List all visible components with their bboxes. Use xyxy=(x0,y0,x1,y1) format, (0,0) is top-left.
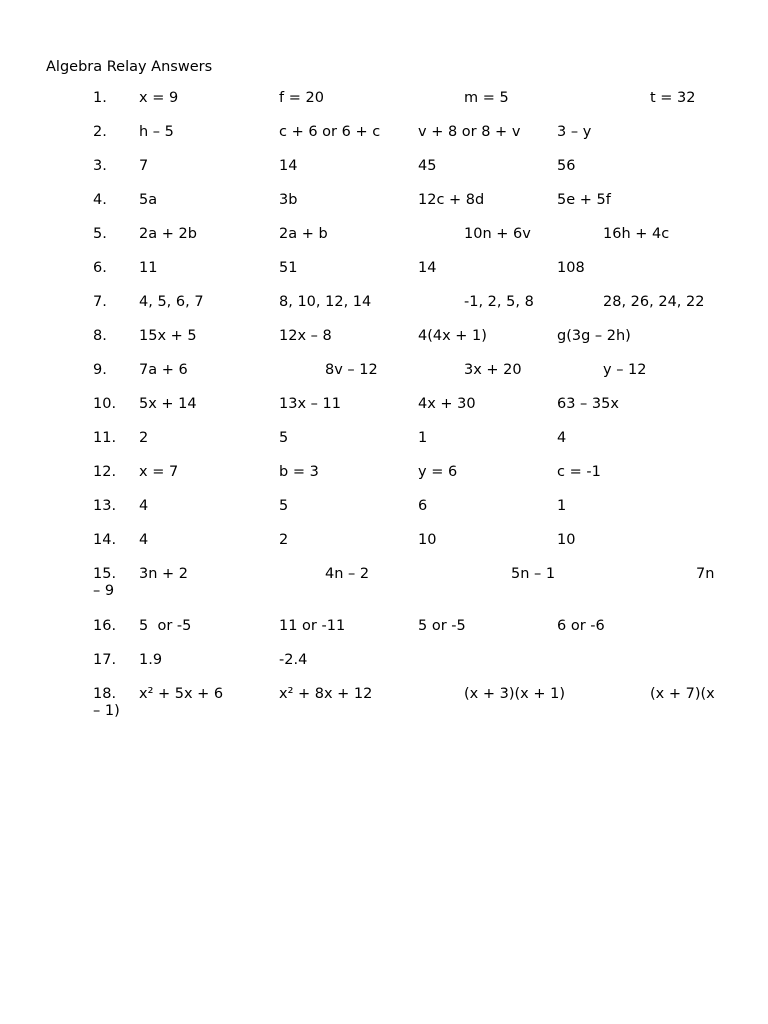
answer-cell: c = -1 xyxy=(557,464,601,480)
answer-cell: -1, 2, 5, 8 xyxy=(464,294,534,310)
problem-number: 10. xyxy=(93,396,117,412)
answer-row xyxy=(0,428,768,448)
answer-cell: c + 6 or 6 + c xyxy=(279,124,381,140)
answer-cell: 5a xyxy=(139,192,158,208)
answer-cell: 56 xyxy=(557,158,576,174)
answer-row xyxy=(0,190,768,210)
answer-cell: 63 – 35x xyxy=(557,396,619,412)
problem-number: 4. xyxy=(93,192,107,208)
answer-cell: 12c + 8d xyxy=(418,192,485,208)
answer-row xyxy=(0,224,768,244)
problem-number: 6. xyxy=(93,260,107,276)
problem-number: 13. xyxy=(93,498,117,514)
answer-cell: 4 xyxy=(557,430,567,446)
answer-cell: 2a + b xyxy=(279,226,328,242)
answer-cell: 7a + 6 xyxy=(139,362,188,378)
answer-cell: x² + 8x + 12 xyxy=(279,686,373,702)
answer-row xyxy=(0,122,768,142)
answer-cell: 8v – 12 xyxy=(325,362,378,378)
answer-cell: 5e + 5f xyxy=(557,192,611,208)
answer-cell: 28, 26, 24, 22 xyxy=(603,294,705,310)
answer-cell: (x + 3)(x + 1) xyxy=(464,686,565,702)
answer-cell: x² + 5x + 6 xyxy=(139,686,224,702)
problem-number: 11. xyxy=(93,430,117,446)
answer-cell: y = 6 xyxy=(418,464,458,480)
answer-cell: x = 9 xyxy=(139,90,179,106)
answer-cell: y – 12 xyxy=(603,362,647,378)
answer-row xyxy=(0,360,768,380)
answer-cell: 5 or -5 xyxy=(418,618,466,634)
answer-row xyxy=(0,530,768,550)
problem-number: 15. xyxy=(93,566,117,582)
answer-cell: 12x – 8 xyxy=(279,328,332,344)
answer-cell: 5x + 14 xyxy=(139,396,197,412)
answer-cell: 7 xyxy=(139,158,149,174)
answer-cell: 45 xyxy=(418,158,437,174)
answer-cell: 6 xyxy=(418,498,428,514)
answer-cell: 10 xyxy=(557,532,576,548)
problem-number: 1. xyxy=(93,90,107,106)
answer-cell: 3x + 20 xyxy=(464,362,522,378)
answer-cell-wrap: – 1) xyxy=(93,703,120,719)
answer-cell: 13x – 11 xyxy=(279,396,341,412)
answer-row xyxy=(0,650,768,670)
answer-cell: 2a + 2b xyxy=(139,226,197,242)
answer-row xyxy=(0,258,768,278)
problem-number: 17. xyxy=(93,652,117,668)
problem-number: 14. xyxy=(93,532,117,548)
answer-row xyxy=(0,326,768,346)
answer-cell: 3b xyxy=(279,192,298,208)
answer-cell: b = 3 xyxy=(279,464,319,480)
answer-cell: 3n + 2 xyxy=(139,566,189,582)
answer-cell: 5 xyxy=(279,430,289,446)
answer-cell: f = 20 xyxy=(279,90,324,106)
answer-row xyxy=(0,88,768,108)
answer-cell: 1 xyxy=(418,430,428,446)
answer-row xyxy=(0,394,768,414)
answer-cell: 7n xyxy=(696,566,715,582)
answer-cell: 5 xyxy=(279,498,289,514)
answer-cell: 5 or -5 xyxy=(139,618,192,634)
answer-cell: 14 xyxy=(418,260,437,276)
answer-row xyxy=(0,292,768,312)
answer-cell: 4(4x + 1) xyxy=(418,328,487,344)
answer-cell: 10 xyxy=(418,532,437,548)
answer-cell: 1 xyxy=(557,498,567,514)
answer-cell: 11 xyxy=(139,260,158,276)
answer-cell: 14 xyxy=(279,158,298,174)
answer-row xyxy=(0,496,768,516)
answer-cell: 4x + 30 xyxy=(418,396,476,412)
answer-cell: 5n – 1 xyxy=(511,566,556,582)
answer-cell: 10n + 6v xyxy=(464,226,531,242)
answer-cell: 8, 10, 12, 14 xyxy=(279,294,372,310)
answer-cell: (x + 7)(x xyxy=(650,686,715,702)
answer-cell: 4n – 2 xyxy=(325,566,370,582)
answer-cell: 2 xyxy=(279,532,289,548)
answer-cell: v + 8 or 8 + v xyxy=(418,124,521,140)
answer-cell: -2.4 xyxy=(279,652,308,668)
problem-number: 18. xyxy=(93,686,117,702)
answer-cell: t = 32 xyxy=(650,90,696,106)
answer-row xyxy=(0,684,768,724)
answer-row xyxy=(0,156,768,176)
problem-number: 9. xyxy=(93,362,107,378)
answer-cell: 2 xyxy=(139,430,149,446)
answer-cell: 15x + 5 xyxy=(139,328,197,344)
problem-number: 12. xyxy=(93,464,117,480)
answer-cell: x = 7 xyxy=(139,464,179,480)
problem-number: 3. xyxy=(93,158,107,174)
problem-number: 16. xyxy=(93,618,117,634)
answer-row xyxy=(0,616,768,636)
answer-cell: 3 – y xyxy=(557,124,592,140)
answer-cell: m = 5 xyxy=(464,90,509,106)
answer-cell: 1.9 xyxy=(139,652,163,668)
answer-cell: 4 xyxy=(139,532,149,548)
answer-cell: 51 xyxy=(279,260,298,276)
problem-number: 7. xyxy=(93,294,107,310)
answer-cell-wrap: – 9 xyxy=(93,583,115,599)
answer-cell: 4 xyxy=(139,498,149,514)
answer-cell: g(3g – 2h) xyxy=(557,328,631,344)
problem-number: 5. xyxy=(93,226,107,242)
answer-cell: 11 or -11 xyxy=(279,618,346,634)
answer-row xyxy=(0,462,768,482)
document-title: Algebra Relay Answers xyxy=(46,59,213,75)
answer-cell: h – 5 xyxy=(139,124,174,140)
problem-number: 2. xyxy=(93,124,107,140)
answer-row xyxy=(0,564,768,604)
answer-cell: 6 or -6 xyxy=(557,618,605,634)
answer-cell: 4, 5, 6, 7 xyxy=(139,294,204,310)
answer-cell: 108 xyxy=(557,260,585,276)
problem-number: 8. xyxy=(93,328,107,344)
answer-cell: 16h + 4c xyxy=(603,226,670,242)
